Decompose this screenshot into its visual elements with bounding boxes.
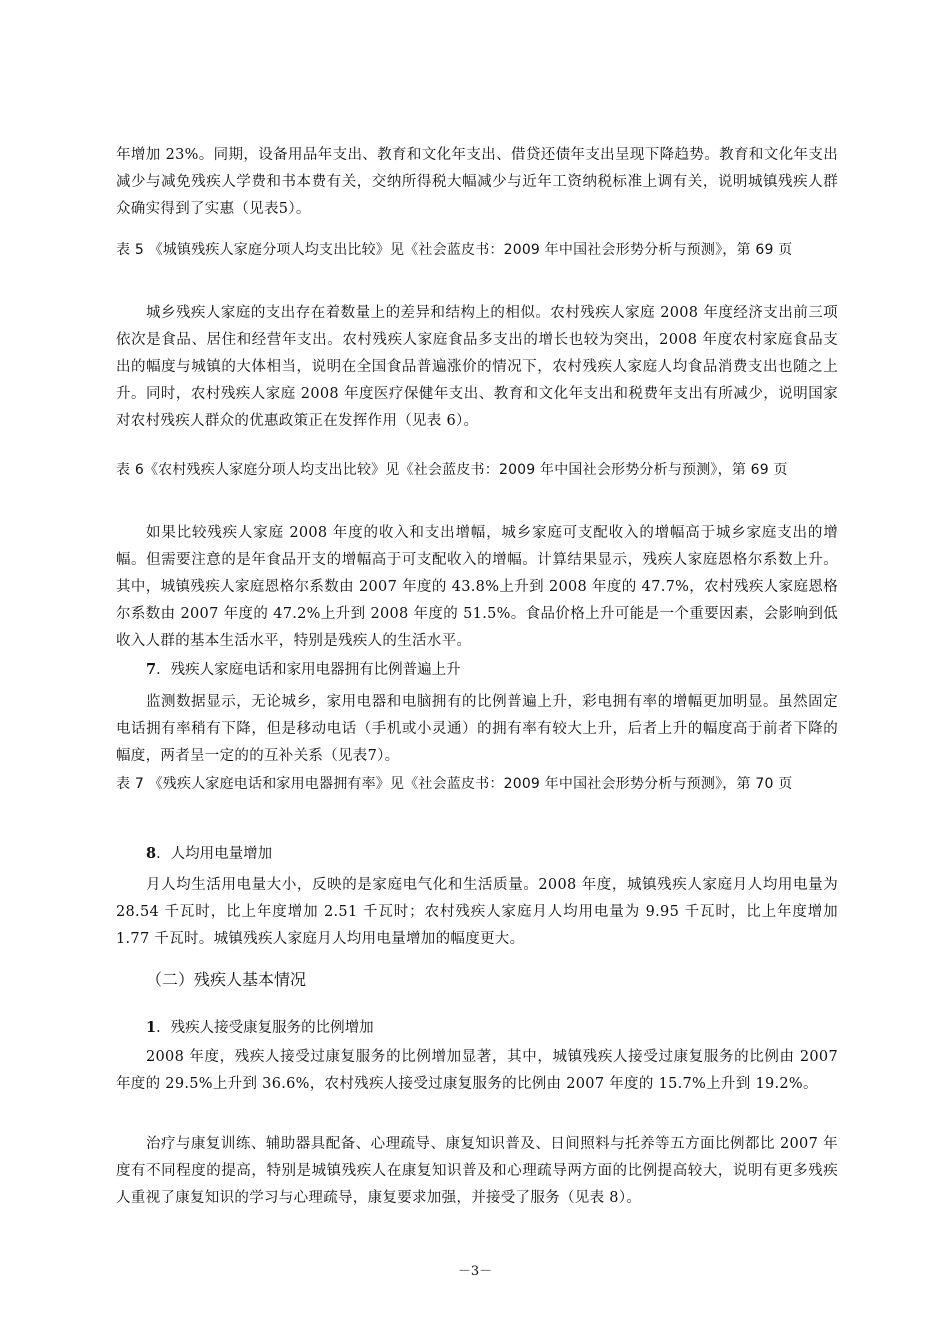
heading-electricity-text: ．人均用电量增加 (156, 846, 273, 862)
caption-table-6: 表 6《农村残疾人家庭分项人均支出比较》见《社会蓝皮书：2009 年中国社会形势分析与预测》，第 69 页 (116, 462, 788, 478)
heading-rehabilitation-number: 1 (146, 1019, 157, 1036)
heading-rehabilitation-text: ．残疾人接受康复服务的比例增加 (156, 1020, 374, 1036)
heading-appliances (146, 656, 461, 684)
paragraph-rural-expenditure: 城乡残疾人家庭的支出存在着数量上的差异和结构上的相似。农村残疾人家庭 2008 年度经济支出前三项依次是食品、居住和经营年支出。农村残疾人家庭食品多支出的增长也较为突出，2008 年度农村家庭食品支出的幅度与城镇的大体相当，说明在全国食品普遍涨价的情况下，农村残疾人家庭人均食品消费支出也随之上升。同时，农村残疾人家庭 2008 年度医疗保健年支出、教育和文化年支出和税费年支出有所减少，说明国家对农村残疾人群众的优惠政策正在发挥作用（见表 6）。 (116, 305, 838, 429)
heading-rehabilitation (146, 1014, 374, 1042)
paragraph-rehabilitation-rate: 2008 年度，残疾人接受过康复服务的比例增加显著，其中，城镇残疾人接受过康复服务的比例由 2007 年度的 29.5%上升到 36.6%，农村残疾人接受过康复服务的比例由 2007 年度的 15.7%上升到 19.2%。 (116, 1049, 838, 1092)
heading-electricity (146, 840, 272, 868)
paragraph-electricity-usage: 月人均生活用电量大小，反映的是家庭电气化和生活质量。2008 年度，城镇残疾人家庭月人均用电量为 28.54 千瓦时，比上年度增加 2.51 千瓦时；农村残疾人家庭月人均用电量为 9.95 千瓦时，比上年度增加 1.77 千瓦时。城镇残疾人家庭月人均用电量增加的幅度更大。 (116, 877, 838, 947)
heading-appliances-number: 7 (146, 661, 157, 678)
paragraph-rehabilitation-services: 治疗与康复训练、辅助器具配备、心理疏导、康复知识普及、日间照料与托养等五方面比例都比 2007 年度有不同程度的提高，特别是城镇残疾人在康复知识普及和心理疏导两方面的比例提高较大，说明有更多残疾人重视了康复知识的学习与心理疏导，康复要求加强，并接受了服务（见表 8）。 (116, 1136, 838, 1206)
heading-appliances-text: ．残疾人家庭电话和家用电器拥有比例普遍上升 (156, 662, 461, 678)
heading-electricity-number: 8 (146, 845, 157, 862)
paragraph-engel-coefficient: 如果比较残疾人家庭 2008 年度的收入和支出增幅，城乡家庭可支配收入的增幅高于城乡家庭支出的增幅。但需要注意的是年食品开支的增幅高于可支配收入的增幅。计算结果显示，残疾人家庭恩格尔系数上升。其中，城镇残疾人家庭恩格尔系数由 2007 年度的 43.8%上升到 2008 年度的 47.7%，农村残疾人家庭恩格尔系数由 2007 年度的 47.2%上升到 2008 年度的 51.5%。食品价格上升可能是一个重要因素，会影响到低收入人群的基本生活水平，特别是残疾人的生活水平。 (116, 525, 838, 649)
caption-table-7: 表 7 《残疾人家庭电话和家用电器拥有率》见《社会蓝皮书：2009 年中国社会形势分析与预测》，第 70 页 (116, 776, 793, 792)
page-number: －3－ (457, 1264, 493, 1279)
section-heading-basic-situation: （二）残疾人基本情况 (146, 970, 307, 989)
paragraph-appliance-ownership: 监测数据显示，无论城乡，家用电器和电脑拥有的比例普遍上升，彩电拥有率的增幅更加明显。虽然固定电话拥有率稍有下降，但是移动电话（手机或小灵通）的拥有率有较大上升，后者上升的幅度高于前者下降的幅度，两者呈一定的的互补关系（见表7）。 (116, 694, 838, 764)
caption-table-5: 表 5 《城镇残疾人家庭分项人均支出比较》见《社会蓝皮书：2009 年中国社会形势分析与预测》，第 69 页 (116, 242, 793, 258)
paragraph-urban-expenditure: 年增加 23%。同期，设备用品年支出、教育和文化年支出、借贷还债年支出呈现下降趋势。教育和文化年支出减少与减免残疾人学费和书本费有关，交纳所得税大幅减少与近年工资纳税标准上调有关，说明城镇残疾人群众确实得到了实惠（见表5）。 (116, 147, 838, 217)
